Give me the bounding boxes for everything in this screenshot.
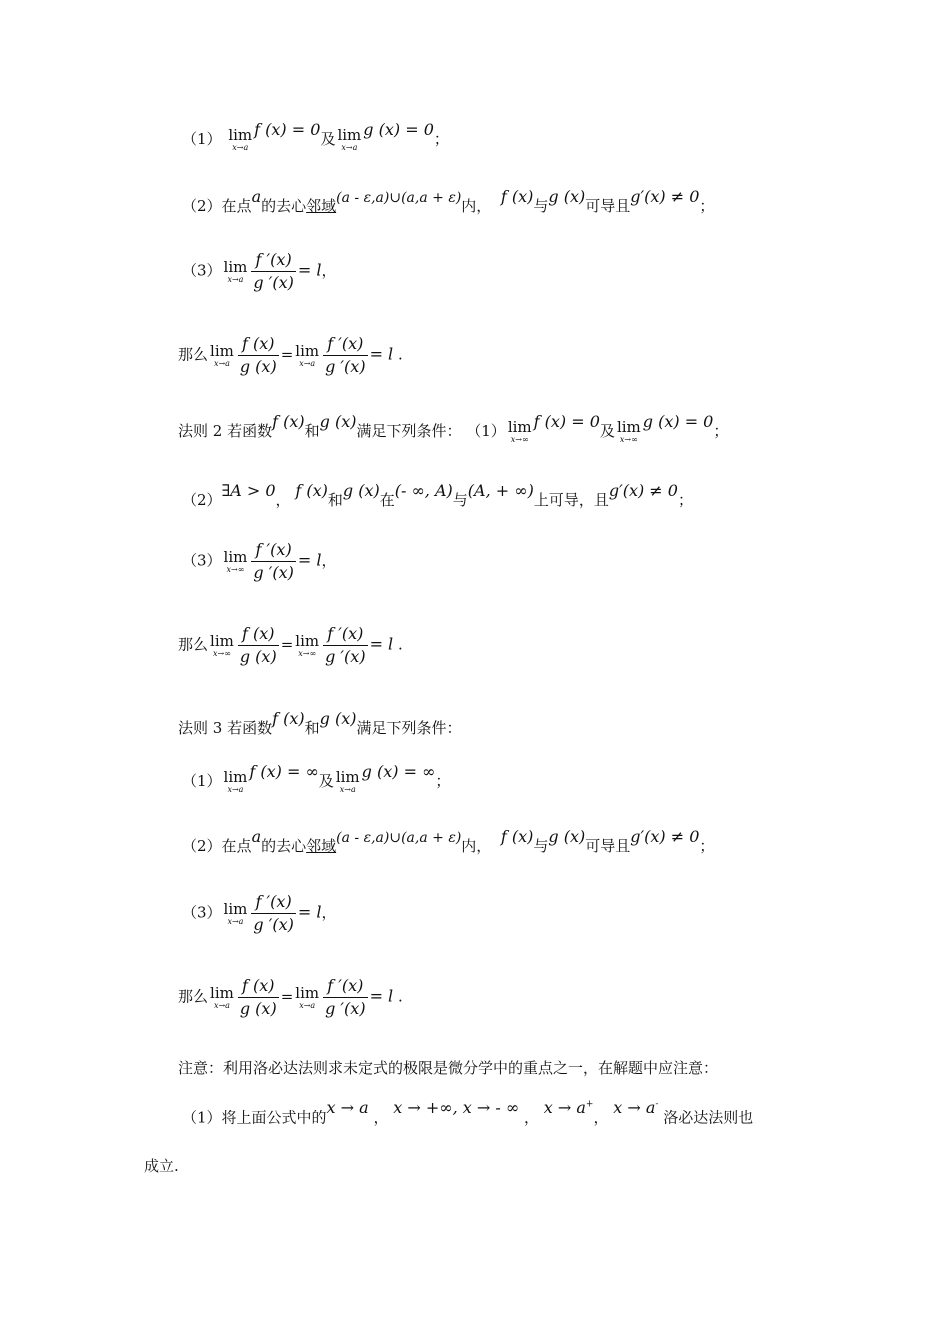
lim-subscript: x→∞ [510, 435, 529, 444]
limit-operator [295, 341, 320, 368]
punct: . [397, 345, 403, 364]
numerator: f ′(x) [251, 540, 295, 562]
limit-operator [223, 899, 248, 926]
math-expr: x → +∞, x → - ∞ [393, 1098, 520, 1118]
math-part: x → a [613, 1098, 656, 1118]
rule2-title [178, 412, 729, 444]
limit-operator [210, 341, 234, 368]
limit-operator [224, 770, 248, 794]
math-expr: (a - ε,a)∪(a,a + ε) [336, 190, 462, 206]
math-expr: g′(x) ≠ 0 [630, 827, 700, 846]
math-expr: g′(x) ≠ 0 [608, 481, 678, 500]
denominator: g (x) [239, 357, 277, 376]
numerator: f ′(x) [323, 334, 367, 356]
lim-word: lim [210, 341, 234, 360]
cond-number: （1） [466, 422, 506, 440]
math-expr: a [251, 827, 262, 846]
punct: ， [523, 1108, 539, 1127]
math-part: x → a [543, 1098, 586, 1118]
text: 和 [304, 719, 320, 737]
math-expr [544, 1098, 594, 1117]
lim-word: lim [228, 126, 253, 144]
text: 那么 [178, 987, 209, 1006]
math-expr: ∃A > 0 [221, 481, 276, 500]
text: 在点 [221, 837, 252, 855]
equals: = [280, 635, 294, 654]
rule2-cond2 [182, 481, 693, 510]
punct: ； [677, 491, 693, 509]
lim-subscript: x→a [299, 1000, 316, 1010]
numerator: f ′(x) [323, 624, 367, 646]
text: 的去心 [261, 837, 307, 855]
math-expr: = l [369, 344, 394, 364]
math-expr: (a - ε,a)∪(a,a + ε) [336, 830, 462, 846]
text: 法则 2 若函数 [178, 422, 273, 440]
lim-word: lim [337, 126, 362, 144]
limit-operator [223, 257, 248, 284]
lim-subscript: x→a [299, 358, 316, 368]
punct: ， [321, 551, 337, 570]
lim-subscript: x→∞ [226, 564, 245, 574]
numerator: f ′(x) [323, 976, 367, 998]
math-expr: g (x) [342, 481, 380, 500]
equals: = [280, 987, 294, 1006]
superscript: - [655, 1100, 659, 1110]
cond-number: （2） [182, 197, 222, 215]
text: 那么 [178, 345, 209, 364]
numerator: f (x) [238, 334, 279, 356]
limit-operator [295, 983, 320, 1010]
punct: ， [321, 261, 337, 280]
lim-word: lim [616, 418, 641, 436]
limit-operator [617, 420, 641, 444]
lim-word: lim [210, 631, 234, 650]
math-expr: g (x) [319, 709, 357, 728]
text: 的去心 [261, 197, 307, 215]
limit-operator [295, 631, 320, 658]
text: 上可导，且 [533, 491, 609, 509]
text: 法则 3 若函数 [178, 719, 273, 737]
math-expr: a [251, 187, 262, 206]
text: 那么 [178, 635, 209, 654]
lim-subscript: x→a [232, 143, 249, 152]
rule1-cond3 [182, 250, 336, 293]
fraction [251, 540, 295, 583]
text: 在 [379, 491, 395, 509]
punct: ， [593, 1108, 609, 1127]
lim-word: lim [223, 899, 248, 918]
rule2-cond3 [182, 540, 336, 583]
lim-word: lim [335, 768, 360, 786]
math-expr: f (x) = ∞ [249, 762, 319, 781]
text: 满足下列条件： [356, 719, 462, 737]
lim-subscript: x→a [213, 358, 230, 368]
lim-word: lim [295, 983, 320, 1002]
denominator: g ′(x) [253, 563, 294, 582]
lim-word: lim [210, 983, 234, 1002]
math-expr: (- ∞, A) [394, 481, 453, 500]
numerator: f ′(x) [251, 250, 295, 272]
math-expr: f (x) [272, 412, 305, 431]
math-expr: g′(x) ≠ 0 [630, 187, 700, 206]
fraction [323, 334, 367, 377]
lim-subscript: x→∞ [298, 648, 317, 658]
limit-operator [508, 420, 532, 444]
denominator: g ′(x) [325, 999, 366, 1018]
lim-word: lim [223, 768, 248, 786]
lim-subscript: x→a [341, 143, 358, 152]
punct: ； [435, 772, 451, 790]
rule3-title [178, 709, 462, 738]
math-expr: f (x) = 0 [533, 412, 600, 431]
text: 内， [461, 197, 492, 215]
text: 可导且 [585, 197, 631, 215]
cond-number: （3） [182, 903, 222, 922]
cond-number: （1） [182, 130, 222, 148]
math-expr: f (x) [272, 709, 305, 728]
cond-number: （2） [182, 491, 222, 509]
text: 满足下列条件： [356, 422, 462, 440]
denominator: g ′(x) [253, 915, 294, 934]
text: 成立. [144, 1157, 179, 1175]
limit-operator [228, 128, 252, 152]
rule1-cond1 [182, 120, 449, 152]
lim-subscript: x→a [227, 274, 244, 284]
math-expr: f (x) [500, 187, 534, 206]
lim-word: lim [295, 341, 320, 360]
math-expr: (A, + ∞) [467, 481, 534, 500]
fraction [238, 976, 279, 1019]
punct: . [397, 987, 403, 1006]
equals: = [280, 345, 294, 364]
text: 在点 [221, 197, 252, 215]
cond-number: （2） [182, 837, 222, 855]
rule1-conclusion [178, 334, 403, 377]
lim-word: lim [295, 631, 320, 650]
punct: ， [373, 1108, 389, 1127]
lim-word: lim [223, 547, 248, 566]
cond-number: （3） [182, 551, 222, 570]
fraction [238, 624, 279, 667]
text: （1）将上面公式中的 [182, 1108, 327, 1127]
fraction [251, 892, 295, 935]
note-heading: 注意：利用洛必达法则求未定式的极限是微分学中的重点之一，在解题中应注意： [178, 1059, 719, 1077]
punct: ； [433, 130, 449, 148]
denominator: g (x) [239, 647, 277, 666]
math-expr: f (x) [500, 827, 534, 846]
limit-operator [223, 547, 248, 574]
math-expr [613, 1098, 658, 1117]
denominator: g (x) [239, 999, 277, 1018]
punct: ； [699, 837, 715, 855]
lim-subscript: x→a [339, 785, 356, 794]
note-title [178, 1058, 718, 1078]
limit-operator [210, 983, 234, 1010]
punct: ， [321, 903, 337, 922]
math-expr: = l [369, 986, 394, 1006]
text: 与 [533, 197, 549, 215]
limit-operator [210, 631, 234, 658]
fraction [251, 250, 295, 293]
math-expr: = l [297, 260, 322, 280]
fraction [323, 976, 367, 1019]
limit-operator [337, 128, 361, 152]
text-underlined: 邻域 [306, 837, 337, 855]
lim-subscript: x→∞ [619, 435, 638, 444]
math-expr: = l [369, 634, 394, 654]
cond-number: （1） [182, 772, 222, 790]
text-and: 及 [599, 422, 615, 440]
text: 和 [304, 422, 320, 440]
math-expr: f (x) = 0 [254, 120, 321, 139]
rule3-cond2 [182, 827, 715, 857]
math-expr: g (x) = ∞ [361, 762, 436, 781]
lim-subscript: x→∞ [212, 648, 231, 658]
text-and: 及 [320, 130, 336, 148]
rule3-cond1 [182, 762, 451, 794]
text: 洛必达法则也 [663, 1108, 754, 1127]
math-expr: g (x) = 0 [642, 412, 714, 431]
rule3-conclusion [178, 976, 403, 1019]
note-item-1-cont [144, 1156, 179, 1176]
numerator: f (x) [238, 976, 279, 998]
rule2-conclusion [178, 624, 403, 667]
rule3-cond3 [182, 892, 336, 935]
punct: ， [275, 491, 291, 509]
math-expr: g (x) [548, 827, 586, 846]
limit-operator [336, 770, 360, 794]
math-expr: g (x) = 0 [363, 120, 434, 139]
denominator: g ′(x) [253, 273, 294, 292]
denominator: g ′(x) [325, 647, 366, 666]
lim-word: lim [223, 257, 248, 276]
note-item-1 [182, 1098, 754, 1127]
punct: . [397, 635, 403, 654]
punct: ； [713, 422, 729, 440]
rule1-cond2 [182, 187, 715, 217]
math-expr: f (x) [295, 481, 328, 500]
numerator: f ′(x) [251, 892, 295, 914]
numerator: f (x) [238, 624, 279, 646]
math-expr: g (x) [319, 412, 357, 431]
lim-subscript: x→a [227, 785, 244, 794]
math-expr: x → a [326, 1098, 369, 1118]
fraction [323, 624, 367, 667]
text: 与 [533, 837, 549, 855]
lim-word: lim [507, 418, 532, 436]
text: 可导且 [585, 837, 631, 855]
text-and: 及 [318, 772, 334, 790]
superscript: + [585, 1100, 594, 1110]
lim-subscript: x→a [227, 916, 244, 926]
text: 内， [461, 837, 492, 855]
cond-number: （3） [182, 261, 222, 280]
math-expr: = l [297, 902, 322, 922]
math-expr: = l [297, 550, 322, 570]
text-underlined: 邻域 [306, 197, 337, 215]
denominator: g ′(x) [325, 357, 366, 376]
lim-subscript: x→a [213, 1000, 230, 1010]
math-expr: g (x) [548, 187, 586, 206]
text: 和 [327, 491, 343, 509]
fraction [238, 334, 279, 377]
text: 与 [452, 491, 468, 509]
punct: ； [699, 197, 715, 215]
